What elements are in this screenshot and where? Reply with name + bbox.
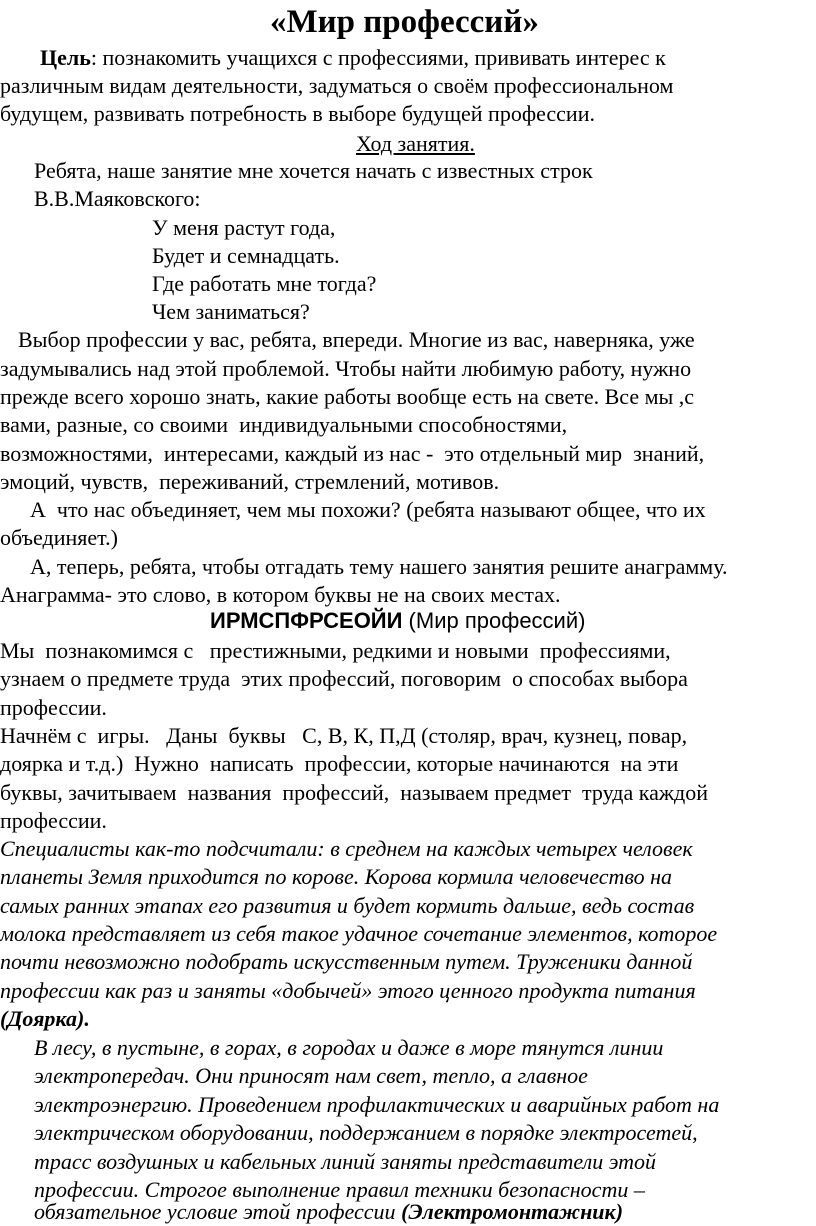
goal-text-1: : познакомить учащихся с профессиями, прививать интерес к	[90, 45, 666, 70]
paragraph-line: Выбор профессии у вас, ребята, впереди. Многие из вас, наверняка, уже	[18, 327, 695, 352]
riddle-line: электропередач. Они приносят нам свет, тепло, а главное	[34, 1063, 588, 1088]
riddle-line: профессии как раз и заняты «добычей» этого ценного продукта питания	[0, 978, 696, 1003]
paragraph-line: задумывались над этой проблемой. Чтобы найти любимую работу, нужно	[0, 356, 692, 381]
paragraph-line: прежде всего хорошо знать, какие работы вообще есть на свете. Все мы ,с	[0, 384, 695, 409]
paragraph-line: вами, разные, со своими индивидуальными способностями,	[0, 412, 568, 437]
intro-line-2: В.В.Маяковского:	[34, 186, 201, 211]
paragraph-line: возможностями, интересами, каждый из нас - это отдельный мир знаний,	[0, 441, 705, 466]
riddle-line: электрическом оборудовании, поддержанием в порядке электросетей,	[34, 1120, 698, 1145]
riddle-line: Специалисты как-то подсчитали: в среднем на каждых четырех человек	[0, 836, 693, 861]
paragraph-line: узнаем о предмете труда этих профессий, поговорим о способах выбора	[0, 666, 688, 691]
riddle-line: самых ранних этапах его развития и будет кормить дальше, ведь состав	[0, 893, 695, 918]
anagram-answer: (Мир профессий)	[402, 608, 586, 633]
intro-line-1: Ребята, наше занятие мне хочется начать с известных строк	[34, 158, 593, 183]
paragraph-line: эмоций, чувств, переживаний, стремлений, мотивов.	[0, 469, 500, 494]
paragraph-line: доярка и т.д.) Нужно написать профессии, которые начинаются на эти	[0, 751, 679, 776]
riddle-answer: (Электромонтажник)	[401, 1199, 624, 1224]
riddle-line: профессии. Строгое выполнение правил техники безопасности –	[34, 1177, 645, 1202]
anagram-line	[210, 607, 585, 635]
paragraph-line: Начнём с игры. Даны буквы С, В, К, П,Д (столяр, врач, кузнец, повар,	[0, 723, 688, 748]
page-title: «Мир профессий»	[270, 4, 539, 40]
poem-line: Будет и семнадцать.	[152, 243, 340, 268]
paragraph-line: буквы, зачитываем названия профессий, называем предмет труда каждой	[0, 780, 708, 805]
goal-line-3: будущем, развивать потребность в выборе будущей профессии.	[0, 101, 595, 126]
poem-line: У меня растут года,	[152, 215, 336, 240]
paragraph-line: Анаграмма- это слово, в котором буквы не на своих местах.	[0, 582, 561, 607]
riddle-line: В лесу, в пустыне, в горах, в городах и даже в море тянутся линии	[34, 1035, 664, 1060]
riddle-line: электроэнергию. Проведением профилактических и аварийных работ на	[34, 1092, 720, 1117]
paragraph-line: Мы познакомимся с престижными, редкими и новыми профессиями,	[0, 638, 671, 663]
riddle-line: планеты Земля приходится по корове. Корова кормила человечество на	[0, 864, 673, 889]
lesson-heading: Ход занятия.	[356, 131, 475, 156]
riddle-line: трасс воздушных и кабельных линий заняты представители этой	[34, 1149, 657, 1174]
goal-label: Цель	[40, 45, 91, 70]
riddle-answer: (Доярка).	[0, 1006, 90, 1031]
goal-line-1	[40, 44, 666, 72]
riddle-line: молока представляет из себя такое удачное сочетание элементов, которое	[0, 921, 718, 946]
riddle-last-line	[34, 1198, 623, 1226]
riddle-line: почти невозможно подобрать искусственным путем. Труженики данной	[0, 949, 693, 974]
paragraph-line: А, теперь, ребята, чтобы отгадать тему нашего занятия решите анаграмму.	[30, 554, 728, 579]
anagram-word: ИРМСПФРСЕОЙИ	[210, 608, 403, 633]
paragraph-line: профессии.	[0, 695, 107, 720]
paragraph-line: А что нас объединяет, чем мы похожи? (ребята называют общее, что их	[30, 497, 706, 522]
paragraph-line: объединяет.)	[0, 525, 118, 550]
paragraph-line: профессии.	[0, 808, 107, 833]
poem-line: Где работать мне тогда?	[152, 271, 377, 296]
riddle-last-text: обязательное условие этой профессии	[34, 1199, 402, 1224]
poem-line: Чем заниматься?	[152, 299, 310, 324]
goal-line-2: различным видам деятельности, задуматься о своём профессиональном	[0, 73, 674, 98]
